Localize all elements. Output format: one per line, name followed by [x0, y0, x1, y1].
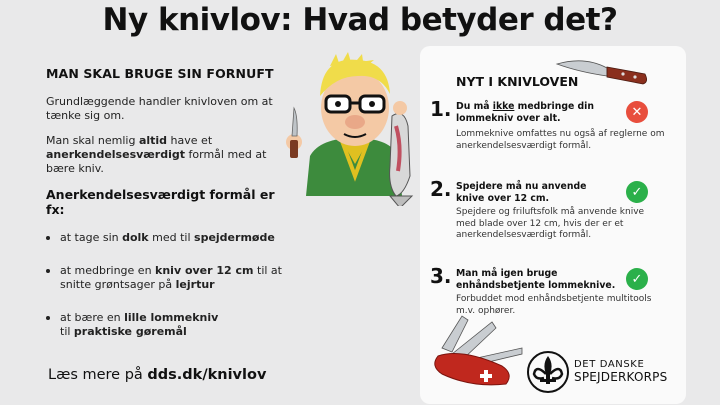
purpose-paragraph: Man skal nemlig altid have et anerkendelsesværdigt formål med at bære kniv.	[46, 134, 267, 175]
allowed-icon: ✓	[626, 181, 648, 203]
list-item: at bære en lille lommekniv til praktiske gøremål	[46, 311, 296, 339]
allowed-icon: ✓	[626, 268, 648, 290]
section-heading: MAN SKAL BRUGE SIN FORNUFT	[46, 66, 274, 81]
examples-list	[46, 231, 296, 339]
multitool-icon	[422, 308, 532, 398]
item-number: 1.	[430, 97, 452, 121]
dds-logo	[526, 346, 686, 398]
intro-paragraph: Grundlæggende handler knivloven om at tænke sig om.	[46, 95, 273, 122]
item-description: Forbuddet mod enhåndsbetjente multitools m.v. ophører.	[456, 294, 652, 316]
left-column	[46, 66, 296, 358]
item-description: Spejdere og friluftsfolk må anvende knive med blade over 12 cm, hvis der er et anerkendelsesværdigt formål.	[456, 207, 645, 240]
logo-text: DET DANSKE SPEJDERKORPS	[574, 359, 668, 384]
item-description: Lommeknive omfattes nu også af reglerne om anerkendelsesværdigt formål.	[456, 129, 665, 151]
info-panel	[420, 46, 686, 404]
fleur-de-lis-icon	[526, 346, 570, 398]
item-title: Du må ikke medbringe din lommekniv over alt.	[456, 101, 594, 124]
item-number: 3.	[430, 264, 452, 288]
item-number: 2.	[430, 177, 452, 201]
read-more-link[interactable]: dds.dk/knivlov	[147, 367, 267, 383]
panel-title: NYT I KNIVLOVEN	[456, 74, 579, 89]
list-item: at tage sin dolk med til spejdermøde	[46, 231, 296, 245]
item-title: Man må igen bruge enhåndsbetjente lommeknive.	[456, 268, 616, 291]
page-title: Ny knivlov: Hvad betyder det?	[102, 2, 618, 38]
item-title: Spejdere må nu anvende knive over 12 cm.	[456, 181, 587, 204]
scout-illustration	[280, 46, 430, 206]
knife-icon	[555, 54, 651, 88]
read-more-text: Læs mere på dds.dk/knivlov	[48, 367, 267, 383]
examples-heading: Anerkendelsesværdigt formål er fx:	[46, 187, 275, 217]
list-item: at medbringe en kniv over 12 cm til at snitte grøntsager på lejrtur	[46, 264, 296, 292]
prohibited-icon: ✕	[626, 101, 648, 123]
